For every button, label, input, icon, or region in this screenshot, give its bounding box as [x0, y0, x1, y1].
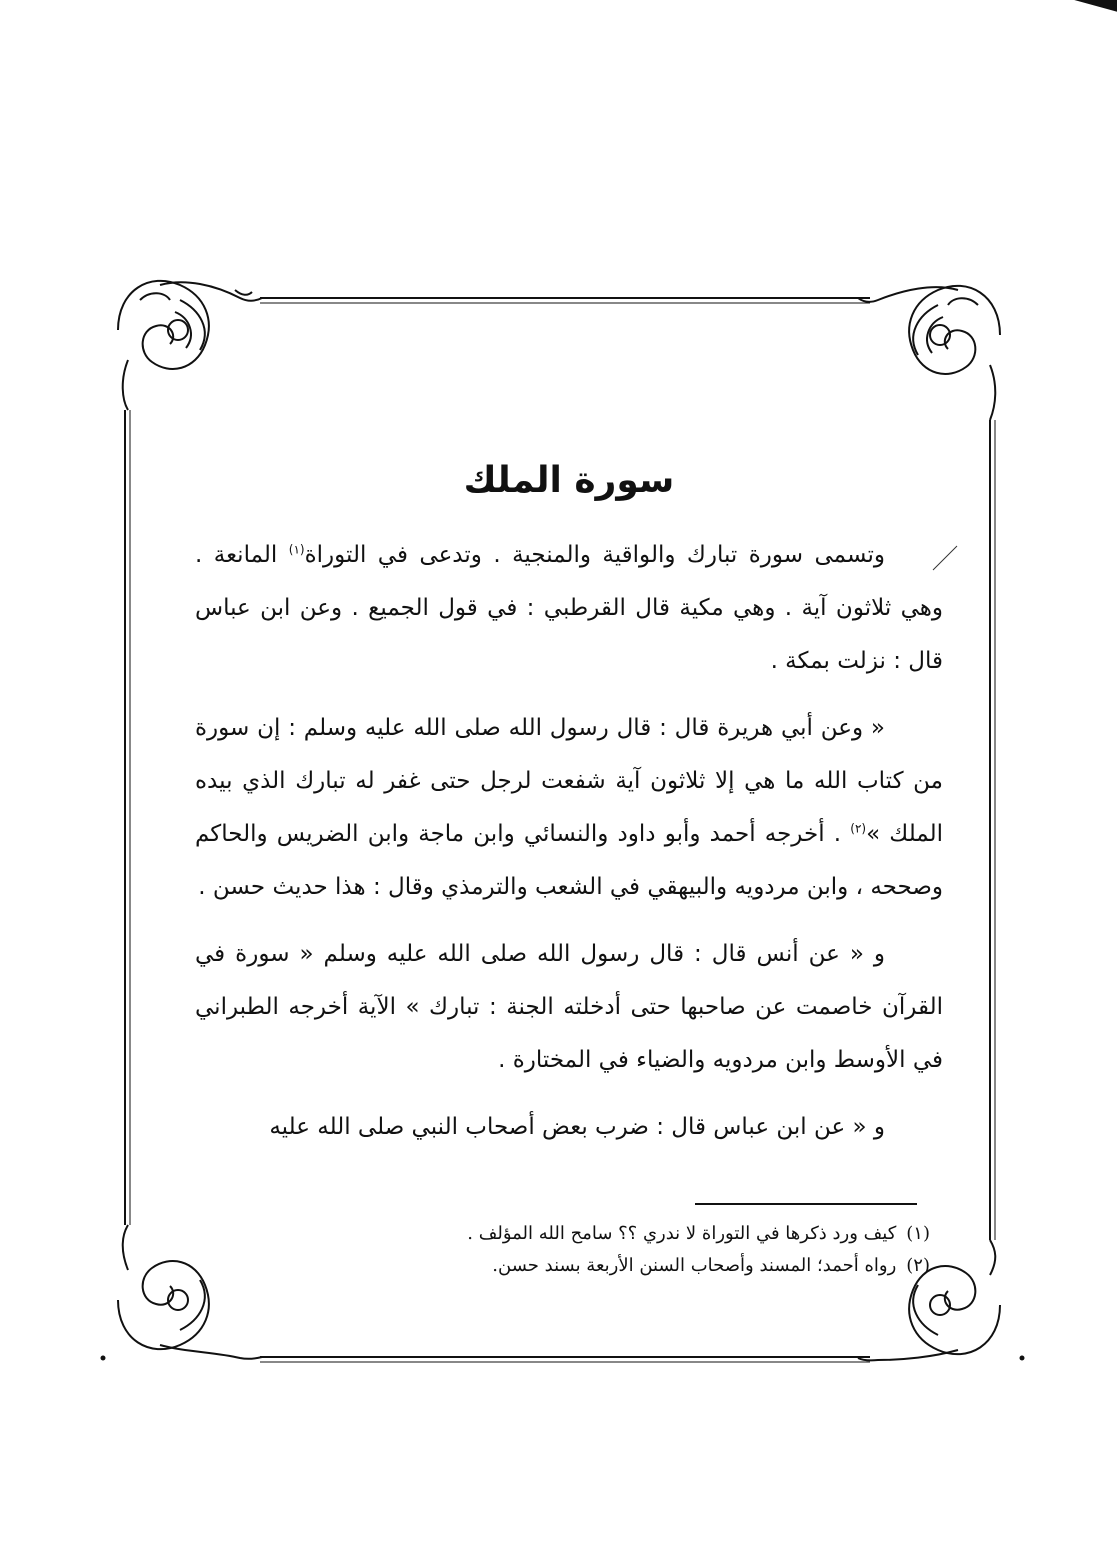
footnote-marker: (١): [288, 542, 305, 557]
footnotes: [330, 1218, 930, 1282]
paragraph-3: و « عن أنس قال : قال رسول الله صلى الله عليه وسلم « سورة في القرآن خاصمت عن صاحبها حتى أدخلته الجنة : تبارك » الآية أخرجه الطبراني في الأوسط وابن مردويه والضياء في المختارة .: [195, 941, 943, 1073]
page-body: [195, 460, 943, 1168]
footnote-marker: (٢): [850, 821, 867, 836]
footnote-text: كيف ورد ذكرها في التوراة لا ندري ؟؟ سامح الله المؤلف .: [467, 1223, 897, 1244]
paragraph-text: وتسمى سورة تبارك والواقية والمنجية . وتدعى في التوراة: [304, 542, 886, 568]
paragraph-text: المانعة . وهي ثلاثون آية . وهي مكية قال القرطبي : في قول الجميع . وعن ابن عباس قال : نزلت بمكة .: [195, 542, 943, 674]
footnote-divider: [695, 1203, 917, 1205]
footnote-text: رواه أحمد؛ المسند وأصحاب السنن الأربعة بسند حسن.: [492, 1255, 897, 1276]
paragraph-4: و « عن ابن عباس قال : ضرب بعض أصحاب النبي صلى الله عليه: [269, 1114, 885, 1140]
paragraph-1: [195, 529, 943, 688]
paragraph-text: « وعن أبي هريرة قال : قال رسول الله صلى الله عليه وسلم : إن سورة من كتاب الله ما هي إلا ثلاثون آية شفعت لرجل حتى غفر له تبارك الذي بيده الملك »: [195, 715, 944, 847]
corner-ornament-top-left: [118, 281, 262, 410]
corner-ornament-top-right: [858, 286, 1000, 420]
footnote-1: [330, 1218, 930, 1250]
footnote-2: [330, 1250, 930, 1282]
footnote-number: (١): [906, 1223, 930, 1244]
footnote-number: (٢): [906, 1255, 930, 1276]
corner-ornament-bottom-left: [118, 1225, 262, 1359]
page-title: سورة الملك: [463, 460, 675, 501]
paragraph-2: [195, 702, 943, 914]
paragraph-text: . أخرجه أحمد وأبو داود والنسائي وابن ماجة وابن الضريس والحاكم وصححه ، وابن مردويه والبيهقي في الشعب والترمذي وقال : هذا حديث حسن .: [195, 821, 943, 900]
